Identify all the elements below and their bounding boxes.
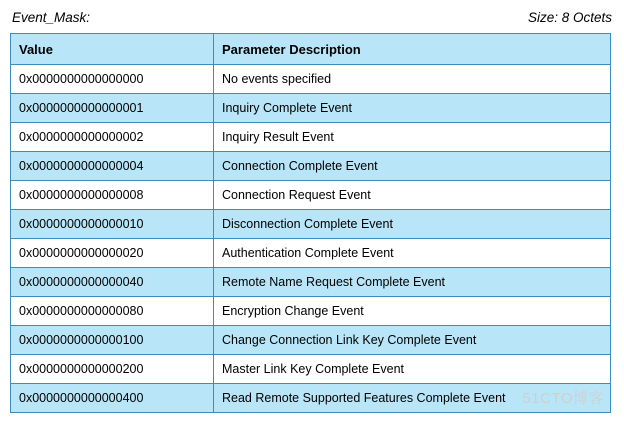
- column-header-value: Value: [11, 34, 214, 65]
- cell-value: 0x0000000000000000: [11, 65, 214, 94]
- cell-description: Connection Request Event: [214, 181, 611, 210]
- table-row: [11, 297, 611, 326]
- table-row: [11, 65, 611, 94]
- cell-value: 0x0000000000000200: [11, 355, 214, 384]
- table-row: [11, 268, 611, 297]
- table-row: [11, 123, 611, 152]
- table-row: [11, 384, 611, 413]
- cell-description: Inquiry Complete Event: [214, 94, 611, 123]
- cell-description: Connection Complete Event: [214, 152, 611, 181]
- cell-value: 0x0000000000000100: [11, 326, 214, 355]
- watermark: 51CTO博客: [522, 390, 604, 407]
- cell-value: 0x0000000000000080: [11, 297, 214, 326]
- cell-value: 0x0000000000000010: [11, 210, 214, 239]
- cell-description: Authentication Complete Event: [214, 239, 611, 268]
- event-mask-table: [10, 33, 611, 413]
- table-row: [11, 326, 611, 355]
- column-header-description: Parameter Description: [214, 34, 611, 65]
- cell-description: Remote Name Request Complete Event: [214, 268, 611, 297]
- table-header: [11, 34, 611, 65]
- cell-description: Encryption Change Event: [214, 297, 611, 326]
- cell-value: 0x0000000000000001: [11, 94, 214, 123]
- table-row: [11, 181, 611, 210]
- table-row: [11, 239, 611, 268]
- table-row: [11, 210, 611, 239]
- section-header: [10, 8, 614, 33]
- table-body: [11, 65, 611, 413]
- table-row: [11, 152, 611, 181]
- table-row: [11, 94, 611, 123]
- cell-value: 0x0000000000000040: [11, 268, 214, 297]
- table-row: [11, 355, 611, 384]
- cell-description: Master Link Key Complete Event: [214, 355, 611, 384]
- cell-description: Inquiry Result Event: [214, 123, 611, 152]
- cell-value: 0x0000000000000400: [11, 384, 214, 413]
- cell-value: 0x0000000000000008: [11, 181, 214, 210]
- cell-value: 0x0000000000000002: [11, 123, 214, 152]
- cell-description: No events specified: [214, 65, 611, 94]
- cell-value: 0x0000000000000004: [11, 152, 214, 181]
- table-header-row: [11, 34, 611, 65]
- size-label: Size: 8 Octets: [527, 10, 612, 25]
- cell-value: 0x0000000000000020: [11, 239, 214, 268]
- page-title: Event_Mask:: [12, 10, 91, 25]
- cell-description: Read Remote Supported Features Complete Event: [214, 384, 611, 413]
- cell-description: Disconnection Complete Event: [214, 210, 611, 239]
- cell-description: Change Connection Link Key Complete Event: [214, 326, 611, 355]
